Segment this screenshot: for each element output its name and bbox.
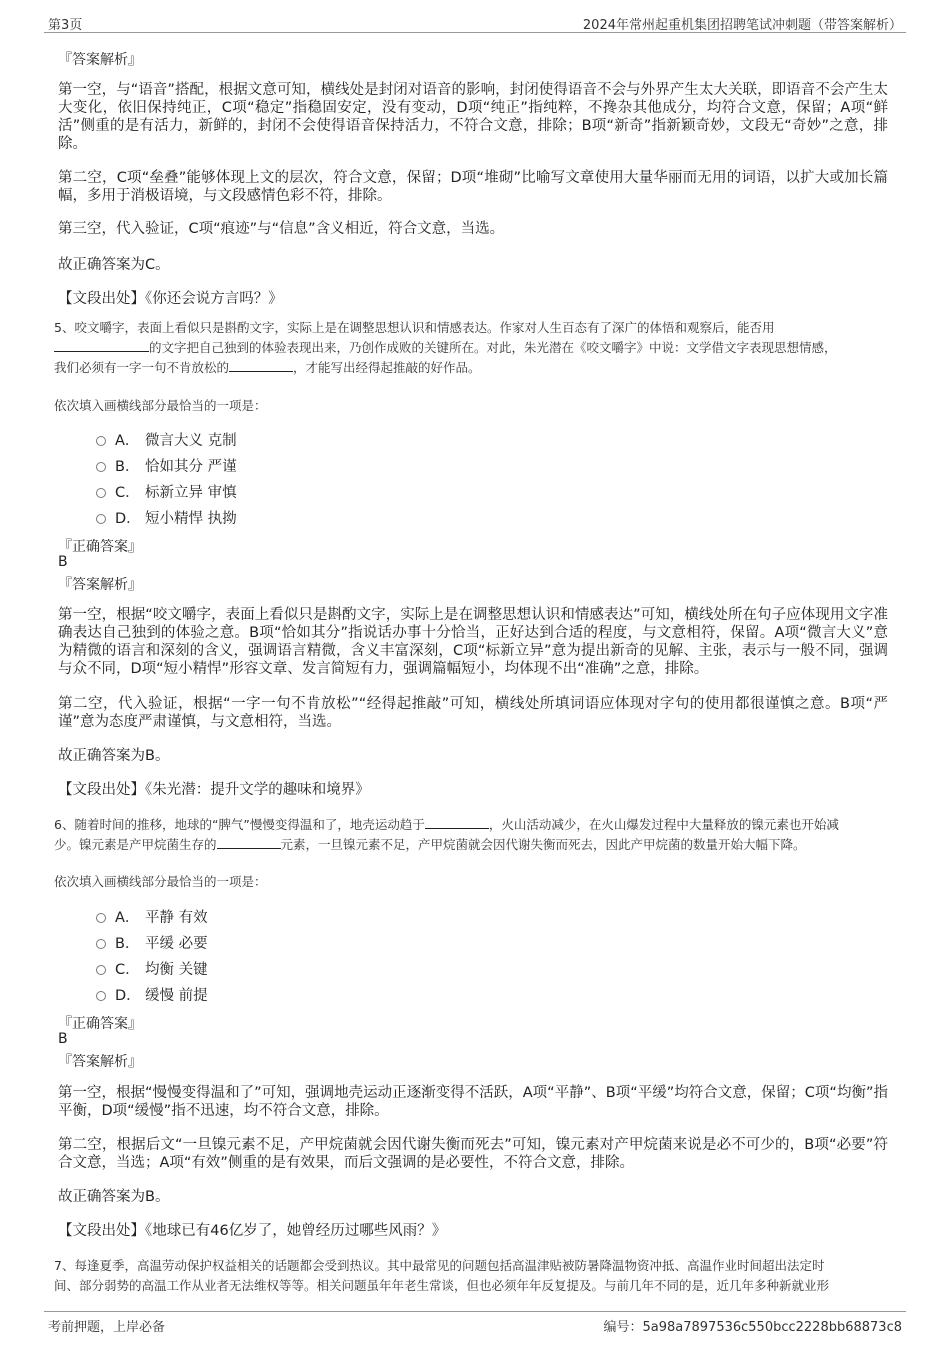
question-text: 5、咬文嚼字，表面上看似只是斟酌文字，实际上是在调整思想认识和情感表达。作家对人生百态有了深广的体悟和观察后，能否用 xyxy=(54,320,775,335)
question-text: 间、部分弱势的高温工作从业者无法维权等等。相关问题虽年年老生常谈，但也必须年年反复提及。与前几年不同的是，近几年多种新就业形 xyxy=(54,1278,830,1293)
document-title: 2024年常州起重机集团招聘笔试冲刺题（带答案解析） xyxy=(582,18,902,33)
source-citation: 【文段出处】《朱光潜：提升文学的趣味和境界》 xyxy=(58,782,370,798)
answer-text: 故正确答案为C。 xyxy=(58,257,170,273)
analysis-label: 『答案解析』 xyxy=(58,577,142,593)
footer-slogan: 考前押题，上岸必备 xyxy=(48,1320,166,1335)
question-prompt: 依次填入画横线部分最恰当的一项是： xyxy=(54,874,267,889)
fill-blank xyxy=(425,816,489,829)
source-citation: 【文段出处】《地球已有46亿岁了，她曾经历过哪些风雨？》 xyxy=(58,1223,447,1239)
correct-answer: B xyxy=(58,554,68,570)
option-b[interactable]: B． 恰如其分 严谨 xyxy=(96,455,237,475)
question-text: 6、随着时间的推移，地球的“脾气”慢慢变得温和了，地壳运动趋于 ，火山活动减少，在火山爆发过程中大量释放的镍元素也开始减 xyxy=(54,817,839,832)
radio-icon[interactable] xyxy=(96,991,106,1001)
analysis-label: 『答案解析』 xyxy=(58,52,142,68)
question-7-stem xyxy=(54,1256,894,1296)
option-d[interactable]: D． 缓慢 前提 xyxy=(96,984,208,1004)
question-text: 少。镍元素是产甲烷菌生存的 元素，一旦镍元素不足，产甲烷菌就会因代谢失衡而死去，因此产甲烷菌的数量开始大幅下降。 xyxy=(54,837,806,852)
radio-icon[interactable] xyxy=(96,488,106,498)
fill-blank xyxy=(229,359,293,372)
analysis-paragraph: 第一空，根据“慢慢变得温和了”可知，强调地壳运动正逐渐变得不活跃，A项“平静”、B项“平缓”均符合文意，保留；C项“均衡”指平衡，D项“缓慢”指不迅速，均不符合文意，排除。 xyxy=(58,1085,888,1119)
question-6-stem xyxy=(54,815,894,855)
radio-icon[interactable] xyxy=(96,939,106,949)
analysis-label: 『答案解析』 xyxy=(58,1054,142,1070)
question-text: 的文字把自己独到的体验表现出来，乃创作成败的关键所在。对此，朱光潜在《咬文嚼字》中说：文学借文字表现思想情感， xyxy=(54,338,894,358)
analysis-paragraph: 第一空，根据“咬文嚼字，表面上看似只是斟酌文字，实际上是在调整思想认识和情感表达”可知，横线处所在句子应体现用文字准确表达自己独到的体验之意。B项“恰如其分”指说话办事十分恰当，正好达到合适的程度，与文意相符，保留。A项“微言大义”意为精微的语言和深刻的含义，强调语言精微，含义丰富深刻，C项“标新立异”意为提出新奇的见解、主张，表示与一般不同，强调与众不同，D项“短小精悍”形容文章、发言简短有力，强调篇幅短小，均体现不出“准确”之意，排除。 xyxy=(58,607,888,677)
radio-icon[interactable] xyxy=(96,514,106,524)
fill-blank xyxy=(217,836,281,849)
option-c[interactable]: C． 标新立异 审慎 xyxy=(96,481,237,501)
correct-answer: B xyxy=(58,1031,68,1047)
fill-blank xyxy=(54,339,149,352)
option-d[interactable]: D． 短小精悍 执拗 xyxy=(96,507,237,527)
analysis-paragraph: 第一空，与“语音”搭配，根据文意可知，横线处是封闭对语音的影响，封闭使得语音不会与外界产生太大关联，即语音不会产生太大变化，依旧保持纯正，C项“稳定”指稳固安定，没有变动，D项“纯正”指纯粹，不搀杂其他成分，均符合文意，保留；A项“鲜活”侧重的是有活力，新鲜的，封闭不会使得语音保持活力，不符合文意，排除；B项“新奇”指新颖奇妙，文段无“奇妙”之意，排除。 xyxy=(58,82,888,152)
question-text: 7、每逢夏季，高温劳动保护权益相关的话题都会受到热议。其中最常见的问题包括高温津贴被防暑降温物资冲抵、高温作业时间超出法定时 xyxy=(54,1258,825,1273)
correct-answer-label: 『正确答案』 xyxy=(58,1016,142,1032)
analysis-paragraph: 第二空，代入验证，根据“一字一句不肯放松”“经得起推敲”可知，横线处所填词语应体现对字句的使用都很谨慎之意。B项“严谨”意为态度严肃谨慎，与文意相符，当选。 xyxy=(58,696,888,730)
radio-icon[interactable] xyxy=(96,965,106,975)
answer-text: 故正确答案为B。 xyxy=(58,1189,170,1205)
option-a[interactable]: A． 微言大义 克制 xyxy=(96,429,237,449)
analysis-paragraph: 第二空，根据后文“一旦镍元素不足，产甲烷菌就会因代谢失衡而死去”可知，镍元素对产甲烷菌来说是必不可少的，B项“必要”符合文意，当选；A项“有效”侧重的是有效果，而后文强调的是必要性，不符合文意，排除。 xyxy=(58,1137,888,1171)
question-text: 我们必须有一字一句不肯放松的 ，才能写出经得起推敲的好作品。 xyxy=(54,360,481,375)
page-footer xyxy=(44,1311,906,1338)
radio-icon[interactable] xyxy=(96,436,106,446)
page-number: 第3页 xyxy=(48,18,83,33)
analysis-paragraph: 第三空，代入验证，C项“痕迹”与“信息”含义相近，符合文意，当选。 xyxy=(58,221,505,237)
correct-answer-label: 『正确答案』 xyxy=(58,539,142,555)
option-b[interactable]: B． 平缓 必要 xyxy=(96,932,208,952)
source-citation: 【文段出处】《你还会说方言吗？》 xyxy=(58,291,283,307)
option-c[interactable]: C． 均衡 关键 xyxy=(96,958,208,978)
answer-text: 故正确答案为B。 xyxy=(58,748,170,764)
radio-icon[interactable] xyxy=(96,462,106,472)
radio-icon[interactable] xyxy=(96,913,106,923)
document-id: 编号：5a98a7897536c550bcc2228bb68873c8 xyxy=(603,1320,902,1335)
analysis-paragraph: 第二空，C项“垒叠”能够体现上文的层次，符合文意，保留；D项“堆砌”比喻写文章使用大量华丽而无用的词语，以扩大或加长篇幅，多用于消极语境，与文段感情色彩不符，排除。 xyxy=(58,170,888,204)
question-prompt: 依次填入画横线部分最恰当的一项是： xyxy=(54,398,267,413)
option-a[interactable]: A． 平静 有效 xyxy=(96,906,208,926)
question-5-stem xyxy=(54,318,894,378)
page-header xyxy=(44,12,906,33)
